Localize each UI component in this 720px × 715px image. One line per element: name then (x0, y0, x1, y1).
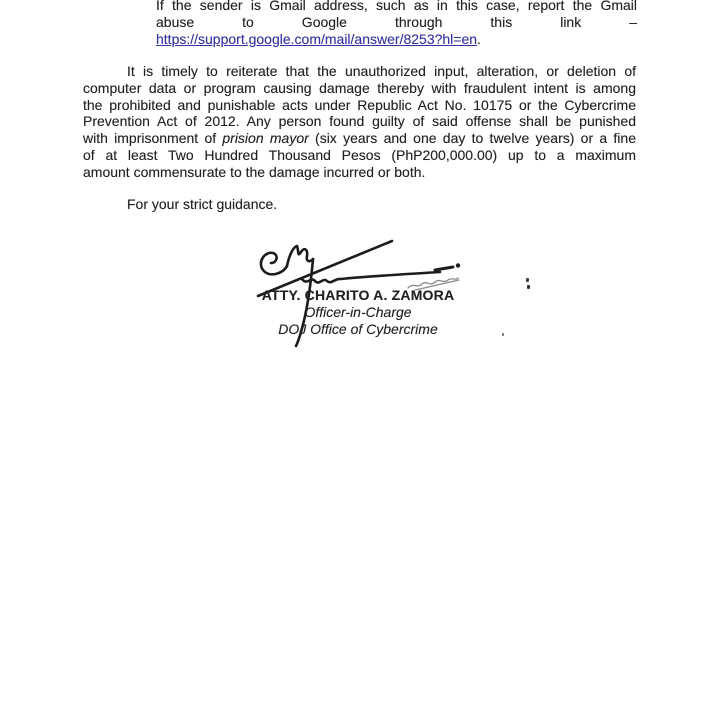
italic-text-segment: prision mayor (222, 130, 309, 147)
text-segment: (six years and one day to twelve years) or a fine (308, 130, 636, 147)
text-line (83, 147, 636, 164)
text-segment: Prevention Act of 2012. Any person found guilty of said offense shall be punished (83, 113, 636, 130)
text-segment: the prohibited and punishable acts under Republic Act No. 10175 or the Cybercrime (83, 96, 636, 113)
text-line: abuse to Google through this link – (156, 13, 637, 30)
signatory-name: ATTY. CHARITO A. ZAMORA (261, 287, 455, 303)
text-line (83, 63, 636, 80)
gmail-note-paragraph (156, 0, 637, 47)
text-line (83, 164, 636, 181)
scan-artifact-speck (502, 333, 504, 336)
signature-dot (456, 263, 460, 267)
support-google-link[interactable]: https://support.google.com/mail/answer/8253?hl=en (156, 30, 478, 47)
text-segment: computer data or program causing damage thereby with fraudulent intent is among (83, 79, 636, 96)
signatory-title: Officer-in-Charge (304, 304, 412, 320)
text-segment: with imprisonment of (83, 130, 223, 147)
signatory-office: DOJ Office of Cybercrime (278, 321, 438, 337)
signature-block (238, 287, 478, 338)
scan-artifact-speck (526, 278, 530, 282)
text-segment: of at least Two Hundred Thousand Pesos (PhP200,000.00) up to a maximum (83, 146, 636, 163)
text-line (83, 97, 636, 114)
text-line: If the sender is Gmail address, such as in this case, report the Gmail (156, 0, 637, 13)
body-paragraph (83, 63, 636, 181)
text-line (156, 31, 637, 48)
scan-artifact-speck (527, 285, 531, 289)
text-segment: amount commensurate to the damage incurred or both. (83, 163, 426, 180)
text-line (83, 113, 636, 130)
text-line (83, 80, 636, 97)
text-segment: It is timely to reiterate that the unauthorized input, alteration, or deletion of (127, 63, 636, 79)
link-suffix-period: . (477, 30, 481, 47)
closing-line: For your strict guidance. (127, 196, 278, 212)
text-line (83, 130, 636, 147)
